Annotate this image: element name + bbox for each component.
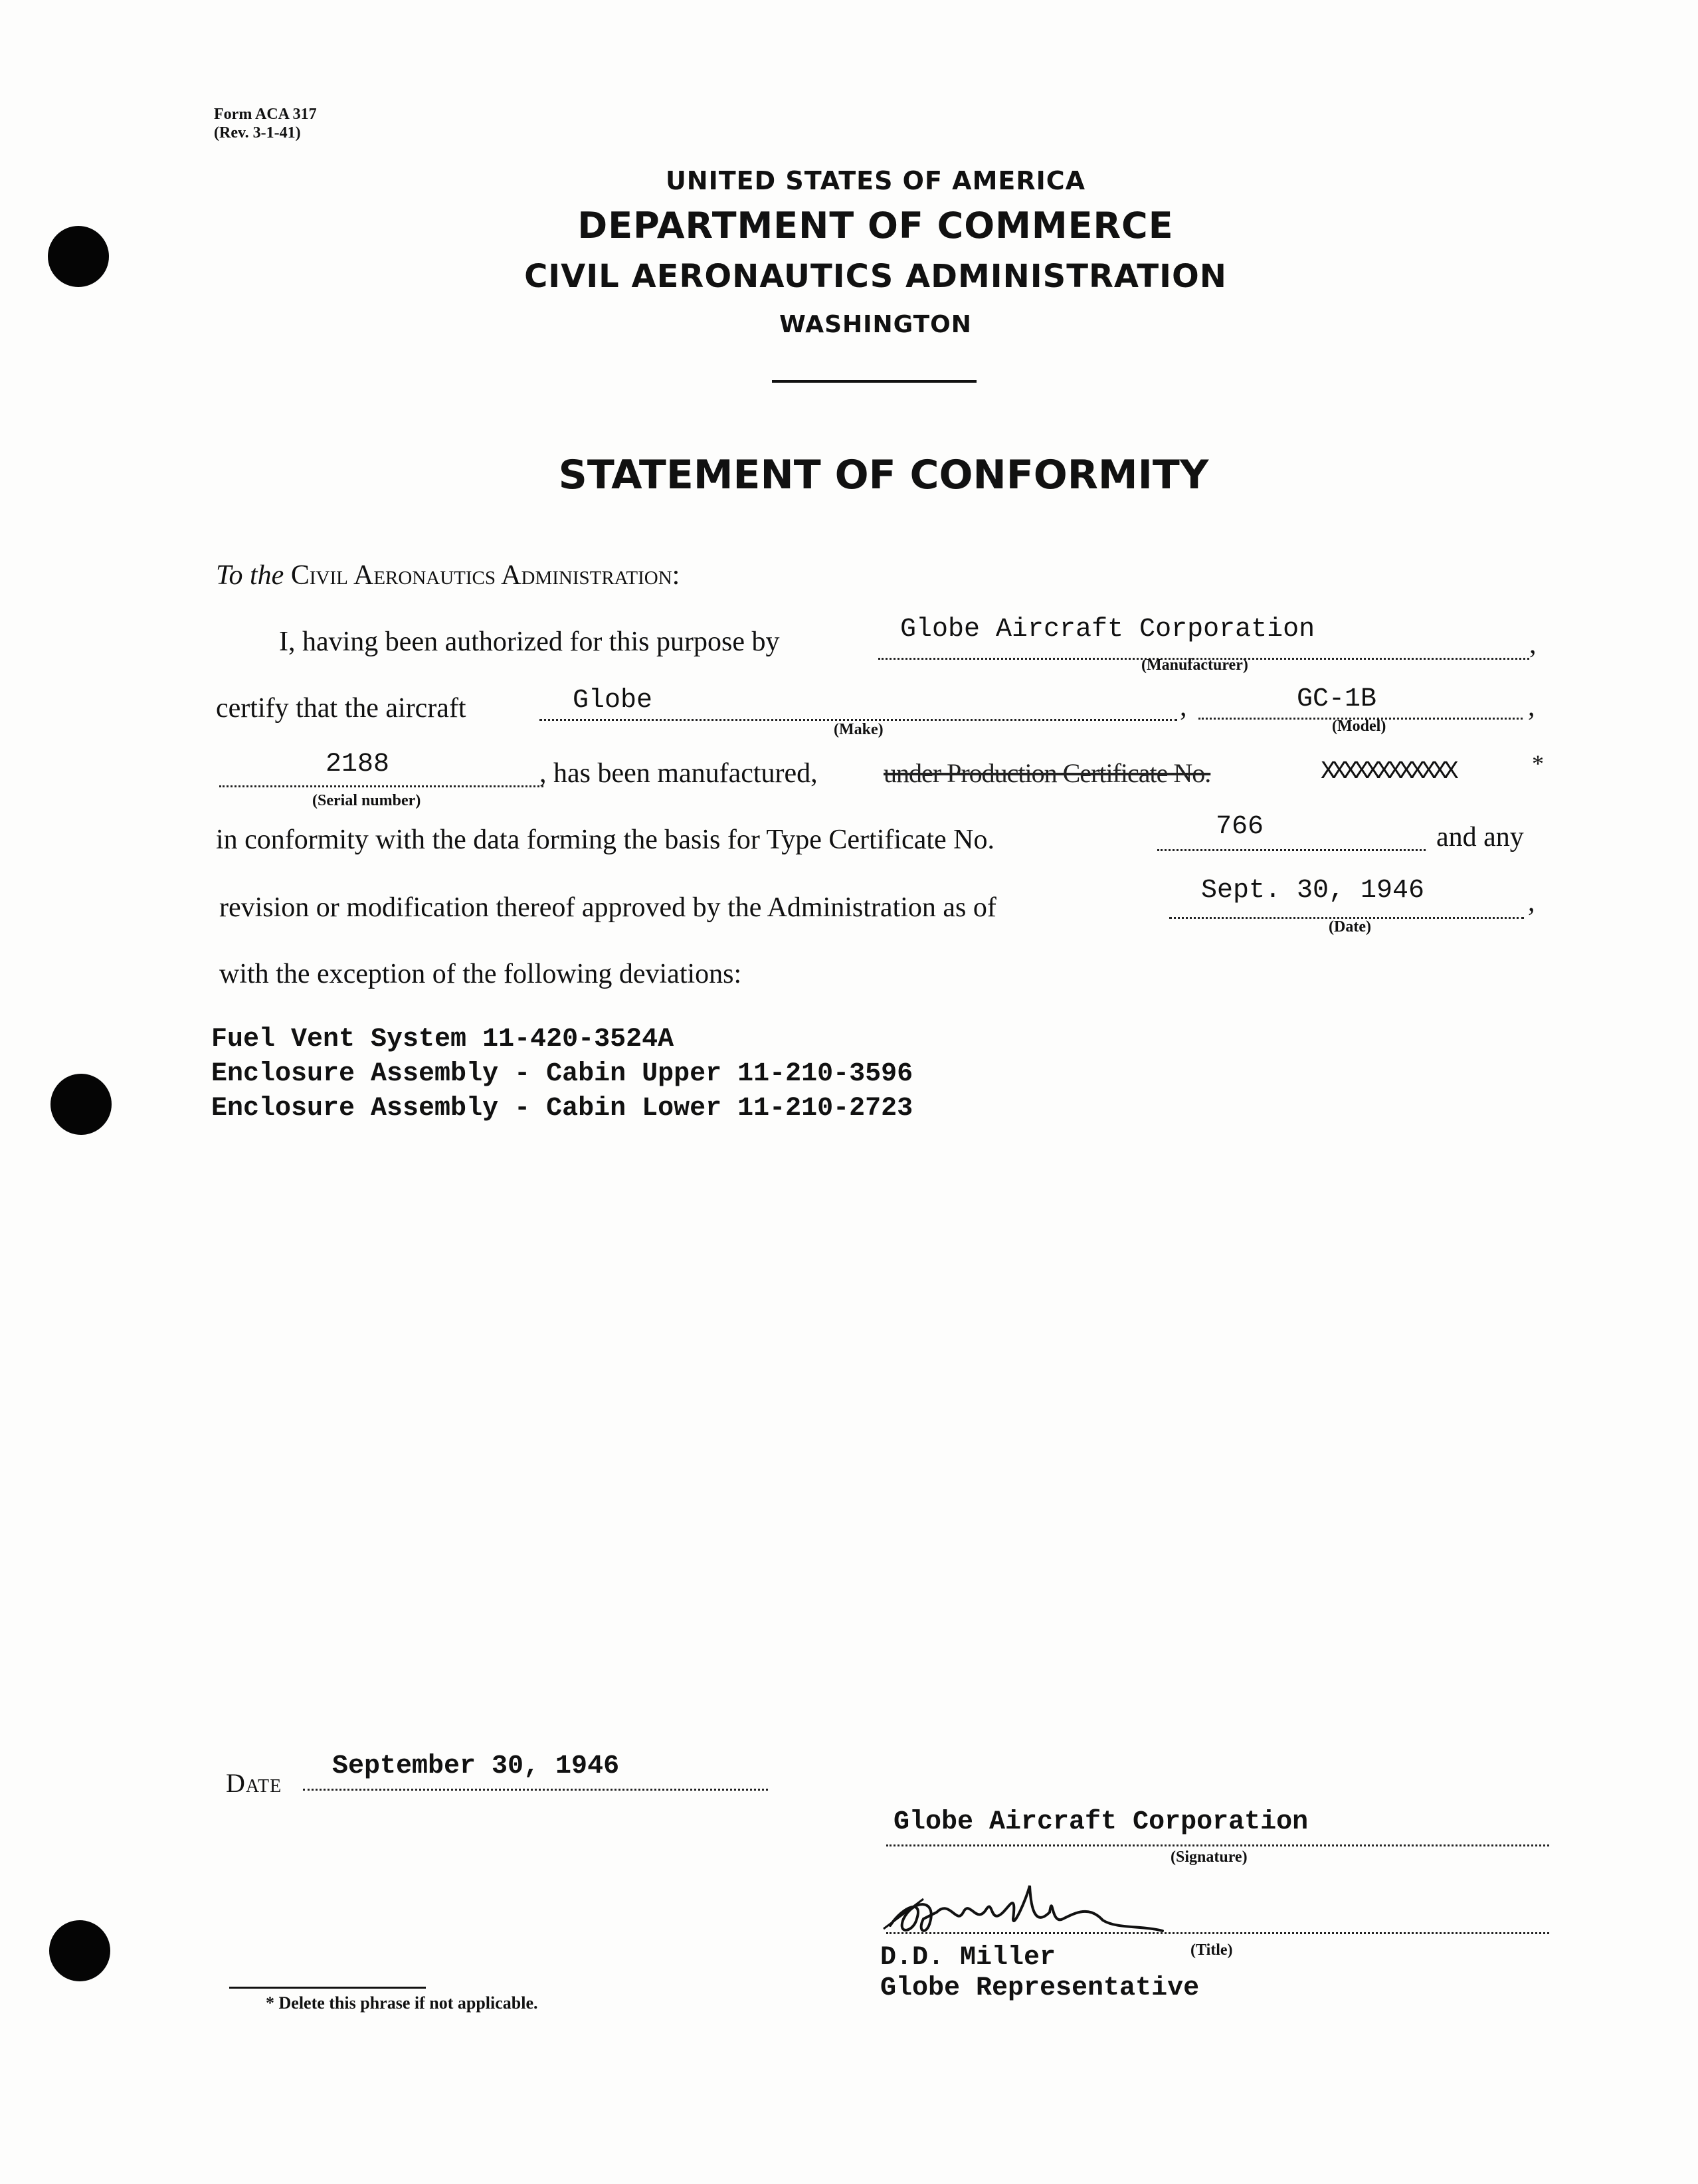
deviation-item: Fuel Vent System 11-420-3524A bbox=[211, 1025, 674, 1054]
footnote-divider bbox=[229, 1987, 426, 1989]
form-number: Form ACA 317 bbox=[214, 106, 317, 123]
struck-production-certificate bbox=[884, 757, 1210, 789]
struck-phrase: under Production Certificate No. bbox=[884, 758, 1211, 788]
revision-text: revision or modification thereof approved by the Administration as of bbox=[219, 892, 996, 923]
manufacturer-value: Globe Aircraft Corporation bbox=[900, 615, 1315, 645]
signer-name: D.D. Miller bbox=[880, 1943, 1056, 1973]
handwritten-signature-icon bbox=[877, 1872, 1222, 1952]
serial-number-label: (Serial number) bbox=[312, 792, 421, 809]
salutation-name: Civil Aeronautics Administration: bbox=[290, 560, 680, 591]
model-label: (Model) bbox=[1332, 718, 1386, 735]
salutation-prefix: To the bbox=[216, 560, 284, 591]
title-label: (Title) bbox=[1190, 1941, 1233, 1959]
header-country: UNITED STATES OF AMERICA bbox=[665, 166, 1086, 195]
punch-hole-bottom bbox=[49, 1920, 110, 1981]
footnote-asterisk: * bbox=[1532, 750, 1544, 777]
model-value: GC-1B bbox=[1297, 684, 1377, 714]
serial-number-value: 2188 bbox=[326, 749, 390, 779]
authorization-text: I, having been authorized for this purpose by bbox=[279, 627, 780, 657]
footer-date-value: September 30, 1946 bbox=[332, 1751, 620, 1781]
type-certificate-line bbox=[1157, 849, 1426, 851]
conformity-text: in conformity with the data forming the basis for Type Certificate No. bbox=[216, 825, 994, 855]
signature-line bbox=[886, 1844, 1549, 1846]
punch-hole-middle bbox=[50, 1074, 112, 1135]
manufacturer-label: (Manufacturer) bbox=[1141, 656, 1248, 674]
certify-text: certify that the aircraft bbox=[216, 693, 466, 724]
signer-title: Globe Representative bbox=[880, 1973, 1200, 2003]
footer-date-label: Date bbox=[226, 1768, 282, 1798]
signature-company: Globe Aircraft Corporation bbox=[894, 1807, 1309, 1837]
date-label-small: (Date) bbox=[1329, 918, 1371, 936]
deviation-item: Enclosure Assembly - Cabin Upper 11-210-3596 bbox=[211, 1059, 913, 1089]
form-revision: (Rev. 3-1-41) bbox=[214, 124, 301, 142]
serial-number-line bbox=[219, 785, 543, 787]
type-certificate-value: 766 bbox=[1216, 812, 1264, 842]
approval-date-value: Sept. 30, 1946 bbox=[1201, 876, 1425, 906]
header-city: WASHINGTON bbox=[779, 311, 972, 338]
comma-4: , bbox=[1528, 887, 1535, 918]
make-label: (Make) bbox=[834, 721, 884, 738]
comma-1: , bbox=[1529, 629, 1537, 660]
manufactured-text: , has been manufactured, bbox=[539, 758, 818, 789]
header-administration: CIVIL AERONAUTICS ADMINISTRATION bbox=[524, 258, 1227, 295]
salutation bbox=[216, 559, 680, 591]
footer-date-line bbox=[303, 1789, 768, 1791]
make-value: Globe bbox=[573, 686, 653, 716]
and-any-text: and any bbox=[1436, 822, 1524, 852]
deviation-item: Enclosure Assembly - Cabin Lower 11-210-2723 bbox=[211, 1094, 913, 1124]
exception-text: with the exception of the following deviations: bbox=[219, 959, 742, 989]
title-line bbox=[886, 1932, 1549, 1934]
document-title: STATEMENT OF CONFORMITY bbox=[558, 452, 1209, 498]
header-department: DEPARTMENT OF COMMERCE bbox=[577, 205, 1174, 247]
comma-3: , bbox=[1528, 692, 1535, 722]
signature-label: (Signature) bbox=[1171, 1848, 1248, 1866]
struck-x-run: XXXXXXXXXXXX bbox=[1321, 757, 1455, 786]
comma-2: , bbox=[1180, 692, 1187, 722]
footnote-text: * Delete this phrase if not applicable. bbox=[266, 1993, 538, 2013]
header-divider bbox=[772, 380, 977, 383]
form-number-block bbox=[214, 105, 317, 142]
